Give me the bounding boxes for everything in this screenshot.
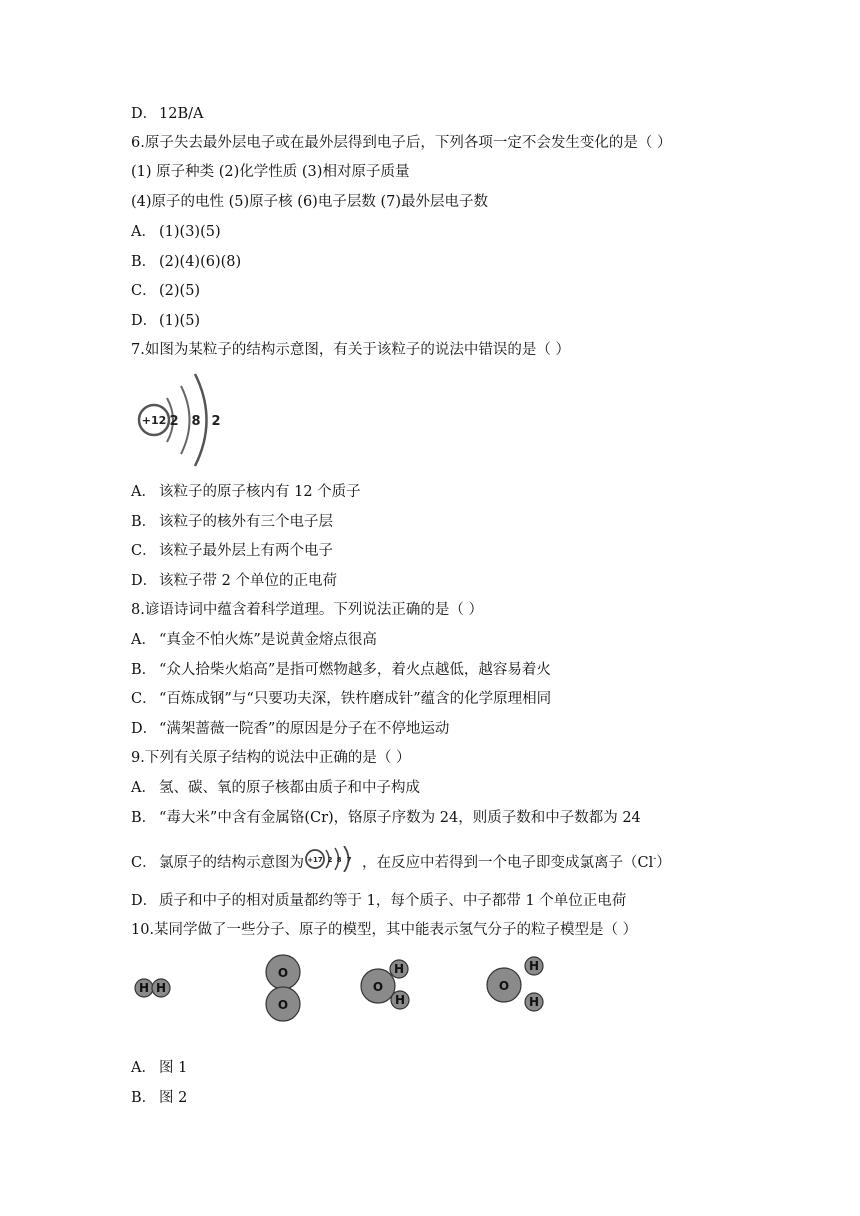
chlorine-nucleus-charge: +17 xyxy=(307,856,323,864)
molecule-figure-3 xyxy=(361,960,409,1009)
question-7-option-d: D． 该粒子带 2 个单位的正电荷 xyxy=(131,573,337,589)
question-7-option-b: B． 该粒子的核外有三个电子层 xyxy=(131,514,333,530)
shell-arc-2 xyxy=(181,386,190,454)
question-9-option-a: A． 氢、碳、氧的原子核都由质子和中子构成 xyxy=(131,780,420,796)
fig4-label-o: O xyxy=(498,979,510,993)
question-8-option-a: A． “真金不怕火炼”是说黄金熔点很高 xyxy=(131,632,377,648)
molecule-figure-1 xyxy=(135,979,170,997)
chlorine-shell-2-electrons: 8 xyxy=(336,856,342,864)
option-d-prev: D． 12B/A xyxy=(131,106,204,122)
question-8-option-d: D． “满架蔷薇一院香”的原因是分子在不停地运动 xyxy=(131,721,450,737)
question-10-stem: 10.某同学做了一些分子、原子的模型，其中能表示氢气分子的粒子模型是（ ） xyxy=(131,922,638,938)
fig4-label-h1: H xyxy=(528,959,540,973)
molecule-figure-2 xyxy=(266,955,300,1021)
question-7-option-a: A． 该粒子的原子核内有 12 个质子 xyxy=(131,484,361,500)
shell-1-electrons: 2 xyxy=(169,414,179,429)
chlorine-shell-1-electrons: 2 xyxy=(327,856,333,864)
question-10-option-b: B． 图 2 xyxy=(131,1090,188,1106)
chlorine-diagram-slot xyxy=(304,849,362,869)
fig2-label-o1: O xyxy=(277,966,289,980)
question-6-option-b: B． (2)(4)(6)(8) xyxy=(131,254,242,270)
chlorine-structure-svg xyxy=(304,846,362,872)
question-6-items-1: (1) 原子种类 (2)化学性质 (3)相对原子质量 xyxy=(131,164,410,180)
nucleus-charge: +12 xyxy=(141,414,167,427)
molecule-models-svg xyxy=(130,950,560,1030)
question-6-stem: 6.原子失去最外层电子或在最外层得到电子后，下列各项一定不会发生变化的是（ ） xyxy=(131,135,672,151)
question-9-option-c: C． 氯原子的结构示意图为 +17 2 8 7 ，在反应中若得到一个电子即变成氯离子（Cl-） xyxy=(131,849,671,873)
molecule-models-figure xyxy=(130,950,560,1030)
question-9-stem: 9.下列有关原子结构的说法中正确的是（ ） xyxy=(131,750,411,766)
fig1-label-h1: H xyxy=(138,981,150,995)
question-6-option-a: A． (1)(3)(5) xyxy=(131,224,221,240)
atom-structure-svg xyxy=(134,370,244,470)
question-9-option-b: B． “毒大米”中含有金属铬(Cr)，铬原子序数为 24，则质子数和中子数都为 24 xyxy=(131,810,641,826)
question-6-items-2: (4)原子的电性 (5)原子核 (6)电子层数 (7)最外层电子数 xyxy=(131,194,488,210)
question-8-option-c: C． “百炼成钢”与“只要功夫深，铁杵磨成针”蕴含的化学原理相同 xyxy=(131,691,552,707)
fig3-label-h1: H xyxy=(393,962,405,976)
question-7-option-c: C． 该粒子最外层上有两个电子 xyxy=(131,543,333,559)
fig2-label-o2: O xyxy=(277,998,289,1012)
fig3-label-o: O xyxy=(372,980,384,994)
molecule-figure-4 xyxy=(487,957,543,1011)
question-6-option-c: C． (2)(5) xyxy=(131,283,201,299)
fig4-label-h2: H xyxy=(528,995,540,1009)
question-10-option-a: A． 图 1 xyxy=(131,1060,188,1076)
atom-structure-diagram xyxy=(134,370,244,470)
question-8-stem: 8.谚语诗词中蕴含着科学道理。下列说法正确的是（ ） xyxy=(131,602,483,618)
shell-2-electrons: 8 xyxy=(191,414,201,429)
chlorine-shell-3-electrons: 7 xyxy=(346,856,352,864)
fig1-label-h2: H xyxy=(155,981,167,995)
question-8-option-b: B． “众人拾柴火焰高”是指可燃物越多，着火点越低，越容易着火 xyxy=(131,662,551,678)
shell-3-electrons: 2 xyxy=(211,414,221,429)
fig3-label-h2: H xyxy=(394,993,406,1007)
question-7-stem: 7.如图为某粒子的结构示意图，有关于该粒子的说法中错误的是（ ） xyxy=(131,342,570,358)
question-6-option-d: D． (1)(5) xyxy=(131,313,201,329)
question-9-option-d: D． 质子和中子的相对质量都约等于 1，每个质子、中子都带 1 个单位正电荷 xyxy=(131,893,627,909)
